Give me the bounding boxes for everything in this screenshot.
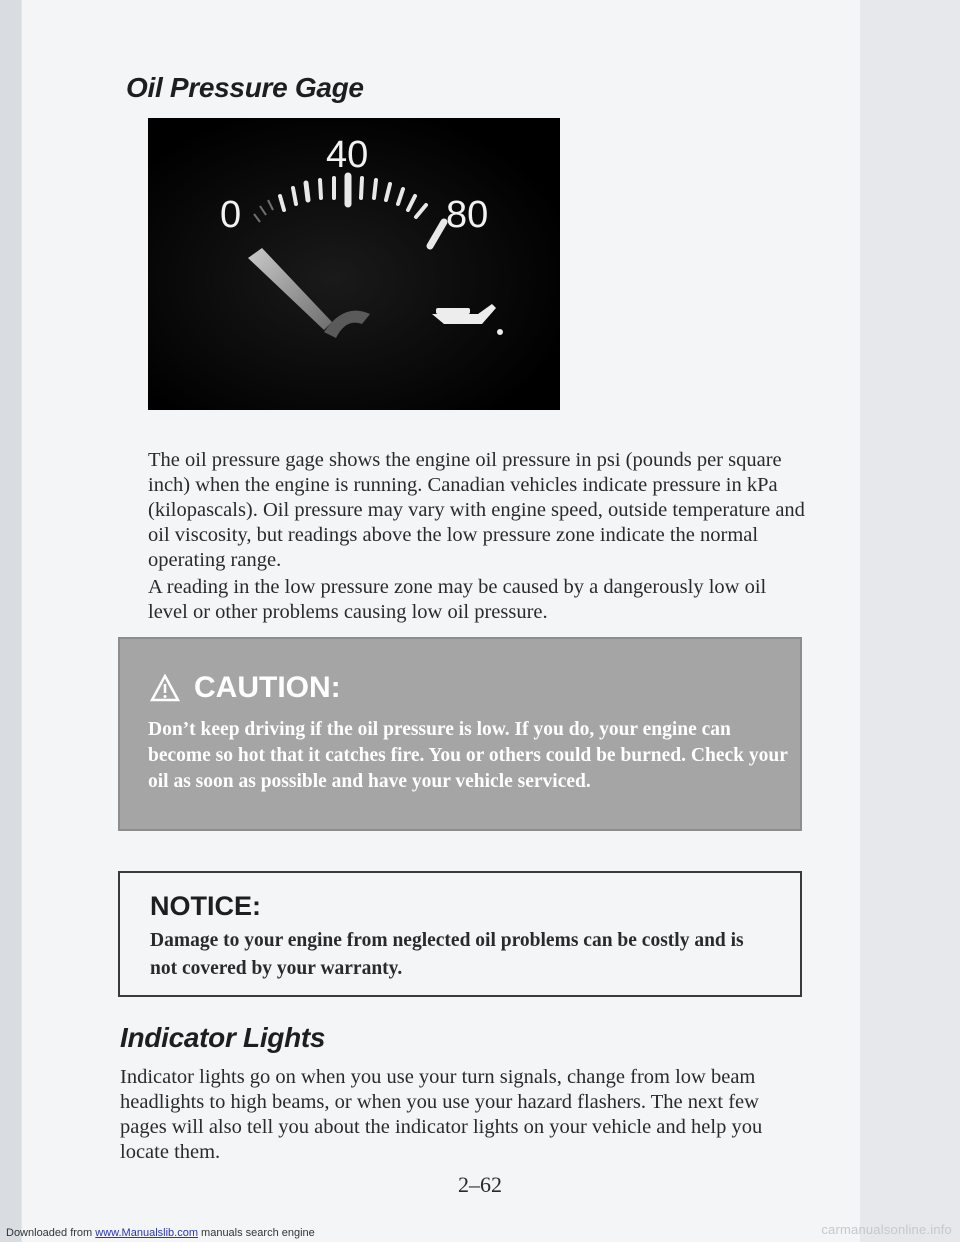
oil-pressure-heading: Oil Pressure Gage <box>126 72 364 103</box>
caution-title <box>150 671 341 705</box>
notice-title: NOTICE: <box>150 891 261 921</box>
caution-text: Don’t keep driving if the oil pressure is low. If you do, your engine can become so hot that it catches fire. You or others could be burned. Check your oil as soon as possible and have your vehicle serviced. <box>148 719 788 792</box>
manualslib-link[interactable]: www.Manualslib.com <box>95 1227 198 1239</box>
watermark: carmanualsonline.info <box>821 1222 952 1237</box>
footer-suffix: manuals search engine <box>197 1227 315 1239</box>
oil-pressure-gauge-photo <box>148 118 560 410</box>
page-margin <box>860 0 960 1242</box>
gauge-label-0: 0 <box>220 194 242 236</box>
low-reading-text: A reading in the low pressure zone may be caused by a dangerously low oil level or other problems causing low oil pressure. <box>148 576 767 623</box>
caution-box <box>118 637 802 831</box>
indicator-intro-text: Indicator lights go on when you use your turn signals, change from low beam headlights to high beams, or when you use your hazard flashers. The next few pages will also tell you about the indicator lights on your vehicle and help you locate them. <box>120 1066 763 1163</box>
download-footer <box>6 1227 315 1239</box>
caution-label: CAUTION: <box>194 671 341 704</box>
gauge-label-80: 80 <box>446 194 489 236</box>
warning-triangle-icon <box>150 674 180 702</box>
notice-text: Damage to your engine from neglected oil problems can be costly and is not covered by your warranty. <box>150 930 744 979</box>
indicator-lights-heading: Indicator Lights <box>120 1022 326 1053</box>
page-number: 2–62 <box>458 1172 502 1197</box>
footer-prefix: Downloaded from <box>6 1227 96 1239</box>
gauge-description: The oil pressure gage shows the engine oil pressure in psi (pounds per square inch) when the engine is running. Canadian vehicles indicate pressure in kPa (kilopascals). Oil pressure may vary with engine speed, outside temperature and oil viscosity, but readings above the low pressure zone indicate the normal operating range. <box>148 449 805 571</box>
gauge-label-40: 40 <box>326 134 369 176</box>
notice-box <box>118 871 802 997</box>
